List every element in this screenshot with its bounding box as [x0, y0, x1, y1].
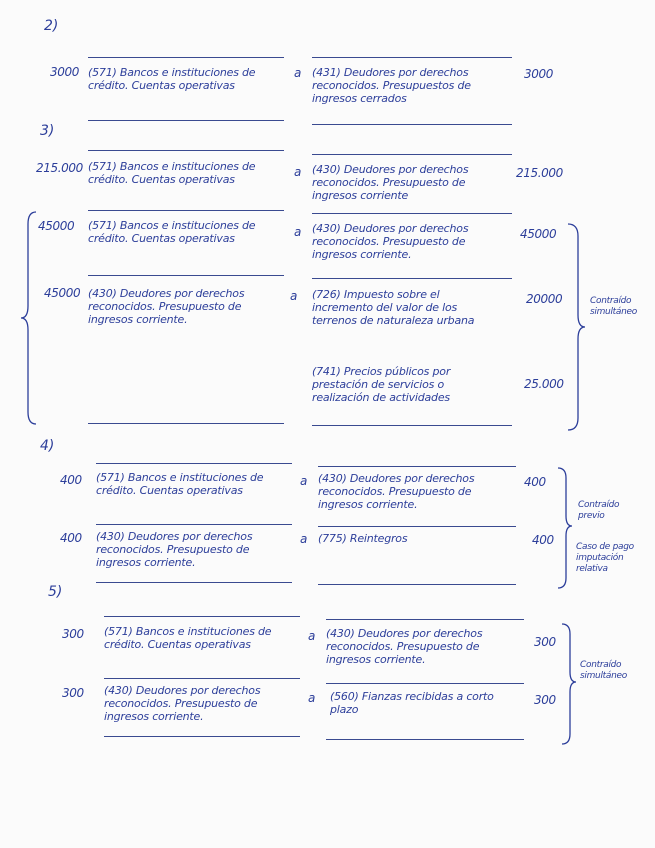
- debit-account: (571) Bancos e instituciones de crédito. Cuentas operativas: [88, 219, 256, 245]
- credit-amount: 45000: [520, 227, 557, 241]
- credit-account: (560) Fianzas recibidas a corto plazo: [330, 690, 494, 716]
- debit-account: (571) Bancos e instituciones de crédito. Cuentas operativas: [104, 625, 272, 651]
- credit-account: (430) Deudores por derechos reconocidos. Presupuesto de ingresos corriente.: [312, 222, 469, 261]
- credit-account: (726) Impuesto sobre el incremento del valor de los terrenos de naturaleza urbana: [312, 288, 475, 327]
- credit-amount: 25.000: [524, 377, 564, 391]
- side-note: Contraído simultáneo: [580, 660, 627, 681]
- connector-a: a: [308, 629, 316, 643]
- connector-a: a: [300, 474, 308, 488]
- rule: [312, 213, 512, 214]
- rule: [88, 57, 284, 58]
- rule: [326, 619, 524, 620]
- right-brace-icon: [560, 622, 578, 746]
- rule: [96, 582, 292, 583]
- rule: [326, 739, 524, 740]
- debit-account: (430) Deudores por derechos reconocidos. Presupuesto de ingresos corriente.: [88, 287, 245, 326]
- credit-amount: 215.000: [516, 166, 563, 180]
- debit-account: (571) Bancos e instituciones de crédito. Cuentas operativas: [88, 160, 256, 186]
- rule: [318, 466, 516, 467]
- connector-a: a: [294, 225, 302, 239]
- connector-a: a: [294, 66, 302, 80]
- section-number-3: 3): [40, 123, 55, 139]
- credit-account: (430) Deudores por derechos reconocidos. Presupuesto de ingresos corriente.: [326, 627, 483, 666]
- credit-account: (430) Deudores por derechos reconocidos. Presupuesto de ingresos corriente.: [318, 472, 475, 511]
- credit-account: (741) Precios públicos por prestación de servicios o realización de actividades: [312, 365, 451, 404]
- debit-account: (571) Bancos e instituciones de crédito. Cuentas operativas: [96, 471, 264, 497]
- right-brace-icon: [556, 466, 574, 590]
- debit-amount: 215.000: [36, 161, 83, 175]
- right-brace-icon: [566, 222, 586, 432]
- side-note-bottom: Caso de pago imputación relativa: [576, 542, 634, 574]
- rule: [96, 463, 292, 464]
- debit-amount: 300: [62, 627, 84, 641]
- section-number-5: 5): [48, 584, 63, 600]
- debit-amount: 300: [62, 686, 84, 700]
- credit-amount: 300: [534, 635, 556, 649]
- credit-account: (430) Deudores por derechos reconocidos. Presupuesto de ingresos corriente: [312, 163, 469, 202]
- credit-account: (431) Deudores por derechos reconocidos. Presupuestos de ingresos cerrados: [312, 66, 471, 105]
- rule: [88, 423, 284, 424]
- credit-account: (775) Reintegros: [318, 532, 408, 545]
- rule: [88, 120, 284, 121]
- debit-amount: 45000: [44, 286, 81, 300]
- credit-amount: 20000: [526, 292, 563, 306]
- rule: [312, 425, 512, 426]
- rule: [88, 275, 284, 276]
- rule: [88, 150, 284, 151]
- connector-a: a: [308, 691, 316, 705]
- section-number-2: 2): [44, 18, 59, 34]
- rule: [312, 124, 512, 125]
- credit-amount: 400: [524, 475, 546, 489]
- debit-amount: 400: [60, 473, 82, 487]
- rule: [318, 584, 516, 585]
- rule: [104, 616, 300, 617]
- rule: [312, 57, 512, 58]
- side-note-top: Contraído previo: [578, 500, 620, 521]
- rule: [318, 526, 516, 527]
- debit-account: (430) Deudores por derechos reconocidos. Presupuesto de ingresos corriente.: [104, 684, 261, 723]
- rule: [312, 154, 512, 155]
- section-number-4: 4): [40, 438, 55, 454]
- connector-a: a: [300, 532, 308, 546]
- rule: [104, 678, 300, 679]
- rule: [96, 524, 292, 525]
- credit-amount: 3000: [524, 67, 553, 81]
- debit-account: (571) Bancos e instituciones de crédito. Cuentas operativas: [88, 66, 256, 92]
- connector-a: a: [290, 289, 298, 303]
- left-brace-icon: [20, 210, 40, 426]
- debit-amount: 3000: [50, 65, 79, 79]
- debit-amount: 45000: [38, 219, 75, 233]
- rule: [104, 736, 300, 737]
- credit-amount: 300: [534, 693, 556, 707]
- debit-account: (430) Deudores por derechos reconocidos. Presupuesto de ingresos corriente.: [96, 530, 253, 569]
- connector-a: a: [294, 165, 302, 179]
- debit-amount: 400: [60, 531, 82, 545]
- rule: [88, 210, 284, 211]
- side-note: Contraído simultáneo: [590, 296, 637, 317]
- rule: [312, 278, 512, 279]
- rule: [326, 683, 524, 684]
- credit-amount: 400: [532, 533, 554, 547]
